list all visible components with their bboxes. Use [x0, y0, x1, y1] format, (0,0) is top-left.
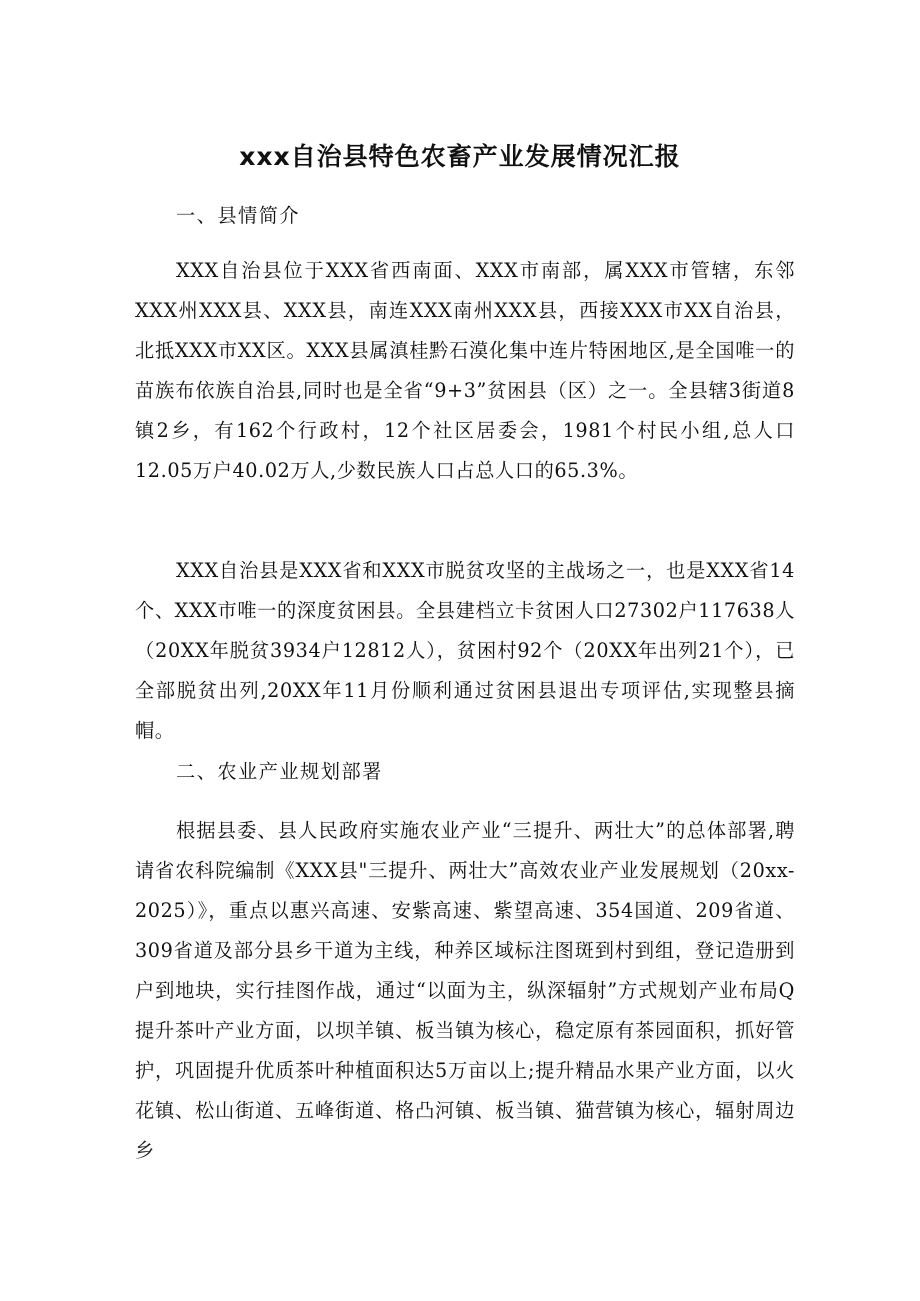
paragraph-planning-deployment: 根据县委、县人民政府实施农业产业“三提升、两壮大”的总体部署,聘请省农科院编制《XXX县"三提升、两壮大”高效农业产业发展规划（20xx-2025）》，重点以惠兴高速、安紫高速、紫望高速、354国道、209省道、309省道及部分县乡干道为主线，种养区域标注图斑到村到组，登记造册到户到地块，实行挂图作战，通过“以面为主，纵深辐射”方式规划产业布局Q提升茶叶产业方面，以坝羊镇、板当镇为核心，稳定原有茶园面积，抓好管护，巩固提升优质茶叶种植面积达5万亩以上;提升精品水果产业方面，以火花镇、松山街道、五峰街道、格凸河镇、板当镇、猫营镇为核心，辐射周边乡 — [135, 819, 795, 1162]
document-title: xxx自治县特色农畜产业发展情况汇报 — [239, 142, 681, 171]
paragraph-poverty-status: XXX自治县是XXX省和XXX市脱贫攻坚的主战场之一，也是XXX省14个、XXX市唯一的深度贫困县。全县建档立卡贫困人口27302户117638人（20XX年脱贫3934户12812人），贫困村92个（20XX年出列21个），已全部脱贫出列,20XX年11月份顺利通过贫困县退出专项评估,实现整县摘帽。 — [135, 559, 795, 742]
paragraph-county-overview: XXX自治县位于XXX省西南面、XXX市南部，属XXX市管辖，东邻XXX州XXX县、XXX县，南连XXX南州XXX县，西接XXX市XX自治县，北抵XXX市XX区。XXX县属滇桂黔石漠化集中连片特困地区,是全国唯一的苗族布依族自治县,同时也是全省“9+3”贫困县（区）之一。全县辖3街道8镇2乡，有162个行政村，12个社区居委会，1981个村民小组,总人口12.05万户40.02万人,少数民族人口占总人口的65.3%。 — [135, 259, 795, 482]
section-heading-1: 一、县情简介 — [176, 204, 301, 227]
section-heading-2: 二、农业产业规划部署 — [176, 760, 383, 783]
